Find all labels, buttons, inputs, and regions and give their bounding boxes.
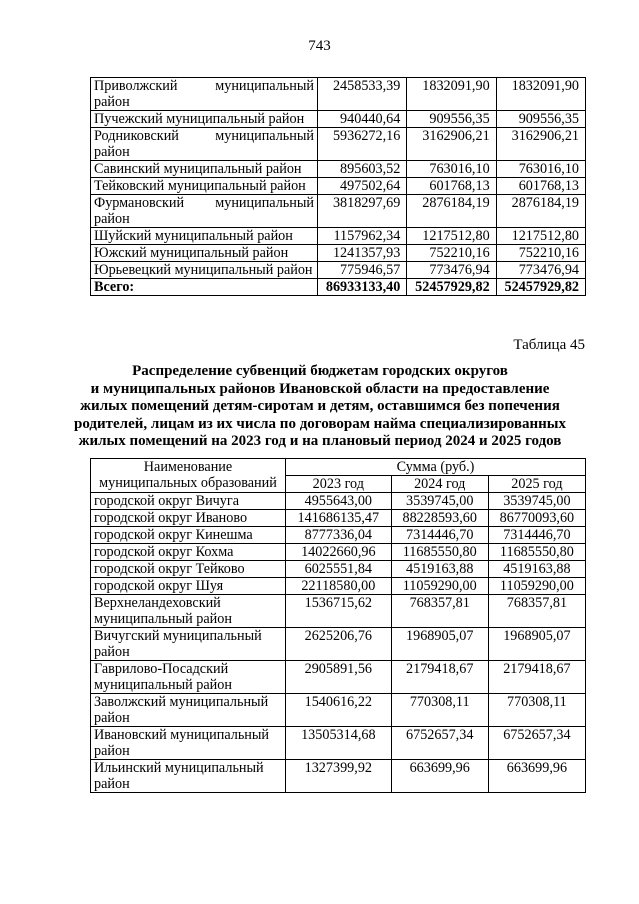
cell-2024: 752210,16	[407, 245, 496, 262]
cell-2025: 11685550,80	[488, 544, 585, 561]
cell-2023: 5936272,16	[318, 128, 407, 161]
cell-2025: 3539745,00	[488, 493, 585, 510]
cell-2023: 940440,64	[318, 111, 407, 128]
table-row	[91, 727, 586, 760]
heading-line: родителей, лицам из их числа по договорам найма специализированных	[74, 415, 566, 432]
column-header-2024: 2024 год	[391, 476, 488, 493]
table-row	[91, 279, 586, 296]
cell-2023: 86933133,40	[318, 279, 407, 296]
cell-name: городской округ Кохма	[91, 544, 286, 561]
cell-name: городской округ Вичуга	[91, 493, 286, 510]
cell-2025: 11059290,00	[488, 578, 585, 595]
cell-2024: 11685550,80	[391, 544, 488, 561]
cell-2025: 768357,81	[488, 595, 585, 628]
cell-2024: 3162906,21	[407, 128, 496, 161]
table-row	[91, 661, 586, 694]
cell-2024: 2179418,67	[391, 661, 488, 694]
cell-2023: 2905891,56	[286, 661, 392, 694]
cell-name: Тейковский муниципальный район	[91, 178, 318, 195]
cell-2024: 1832091,90	[407, 78, 496, 111]
cell-2024: 6752657,34	[391, 727, 488, 760]
cell-2024: 11059290,00	[391, 578, 488, 595]
cell-2024: 1217512,80	[407, 228, 496, 245]
cell-2025: 1968905,07	[488, 628, 585, 661]
cell-2023: 3818297,69	[318, 195, 407, 228]
table-row	[91, 111, 586, 128]
housing-subvention-table	[90, 458, 586, 793]
cell-2025: 6752657,34	[488, 727, 585, 760]
cell-name: Гаврилово-Посадский муниципальный район	[91, 661, 286, 694]
cell-2023: 13505314,68	[286, 727, 392, 760]
table-row	[91, 493, 586, 510]
cell-2023: 4955643,00	[286, 493, 392, 510]
cell-name: Шуйский муниципальный район	[91, 228, 318, 245]
cell-2024: 88228593,60	[391, 510, 488, 527]
table-row	[91, 195, 586, 228]
table-row	[91, 178, 586, 195]
cell-name: Вичугский муниципальный район	[91, 628, 286, 661]
cell-name: Приволжский муниципальный район	[91, 78, 318, 111]
table-row	[91, 161, 586, 178]
cell-2025: 2876184,19	[496, 195, 585, 228]
cell-name: Заволжский муниципальный район	[91, 694, 286, 727]
cell-2023: 8777336,04	[286, 527, 392, 544]
table-row	[91, 628, 586, 661]
cell-2024: 1968905,07	[391, 628, 488, 661]
cell-2023: 141686135,47	[286, 510, 392, 527]
cell-2024: 52457929,82	[407, 279, 496, 296]
table-row	[91, 262, 586, 279]
cell-2023: 895603,52	[318, 161, 407, 178]
cell-name: Фурмановский муниципальный район	[91, 195, 318, 228]
cell-name: Ивановский муниципальный район	[91, 727, 286, 760]
cell-2024: 4519163,88	[391, 561, 488, 578]
subvention-table-continued	[90, 77, 586, 296]
cell-2023: 497502,64	[318, 178, 407, 195]
cell-2023: 1327399,92	[286, 760, 392, 793]
cell-2025: 3162906,21	[496, 128, 585, 161]
table-row	[91, 78, 586, 111]
cell-2024: 2876184,19	[407, 195, 496, 228]
table-row	[91, 595, 586, 628]
table-row	[91, 228, 586, 245]
cell-2024: 768357,81	[391, 595, 488, 628]
cell-name: городской округ Иваново	[91, 510, 286, 527]
cell-2024: 663699,96	[391, 760, 488, 793]
cell-name: Савинский муниципальный район	[91, 161, 318, 178]
cell-2025: 773476,94	[496, 262, 585, 279]
cell-2025: 752210,16	[496, 245, 585, 262]
cell-name: Южский муниципальный район	[91, 245, 318, 262]
cell-2024: 773476,94	[407, 262, 496, 279]
cell-name: Ильинский муниципальный район	[91, 760, 286, 793]
cell-2024: 3539745,00	[391, 493, 488, 510]
heading-line: и муниципальных районов Ивановской области на предоставление	[90, 380, 550, 397]
cell-2025: 1217512,80	[496, 228, 585, 245]
cell-2025: 2179418,67	[488, 661, 585, 694]
table-row	[91, 245, 586, 262]
cell-2023: 6025551,84	[286, 561, 392, 578]
cell-2025: 770308,11	[488, 694, 585, 727]
page-number: 743	[308, 38, 331, 54]
cell-name: Родниковский муниципальный район	[91, 128, 318, 161]
column-header-sum: Сумма (руб.)	[286, 459, 586, 476]
cell-2023: 1540616,22	[286, 694, 392, 727]
cell-2023: 775946,57	[318, 262, 407, 279]
cell-2025: 86770093,60	[488, 510, 585, 527]
cell-name: городской округ Кинешма	[91, 527, 286, 544]
heading-line: жилых помещений на 2023 год и на плановый период 2024 и 2025 годов	[78, 433, 562, 449]
table-row	[91, 694, 586, 727]
cell-2024: 601768,13	[407, 178, 496, 195]
table-row	[91, 527, 586, 544]
cell-2023: 1241357,93	[318, 245, 407, 262]
cell-2025: 663699,96	[488, 760, 585, 793]
cell-name: Всего:	[91, 279, 318, 296]
table-row	[91, 544, 586, 561]
column-header-2023: 2023 год	[286, 476, 392, 493]
cell-2025: 7314446,70	[488, 527, 585, 544]
cell-2023: 1536715,62	[286, 595, 392, 628]
cell-name: Пучежский муниципальный район	[91, 111, 318, 128]
heading-line: жилых помещений детям-сиротам и детям, оставшимся без попечения	[80, 398, 560, 414]
cell-name: городской округ Шуя	[91, 578, 286, 595]
cell-2023: 14022660,96	[286, 544, 392, 561]
cell-2023: 2625206,76	[286, 628, 392, 661]
cell-2023: 1157962,34	[318, 228, 407, 245]
table-row	[91, 128, 586, 161]
cell-2025: 763016,10	[496, 161, 585, 178]
table-row	[91, 760, 586, 793]
table-label: Таблица 45	[513, 337, 585, 353]
cell-2024: 7314446,70	[391, 527, 488, 544]
column-header-name: Наименование муниципальных образований	[91, 459, 286, 493]
cell-name: городской округ Тейково	[91, 561, 286, 578]
cell-2025: 4519163,88	[488, 561, 585, 578]
cell-2023: 2458533,39	[318, 78, 407, 111]
cell-2024: 770308,11	[391, 694, 488, 727]
cell-2024: 763016,10	[407, 161, 496, 178]
heading-line: Распределение субвенций бюджетам городских округов	[132, 363, 508, 379]
table-row	[91, 578, 586, 595]
cell-2025: 601768,13	[496, 178, 585, 195]
cell-2025: 909556,35	[496, 111, 585, 128]
cell-2023: 22118580,00	[286, 578, 392, 595]
cell-2025: 1832091,90	[496, 78, 585, 111]
column-header-2025: 2025 год	[488, 476, 585, 493]
cell-2025: 52457929,82	[496, 279, 585, 296]
cell-name: Юрьевецкий муниципальный район	[91, 262, 318, 279]
table-row	[91, 561, 586, 578]
table-row	[91, 510, 586, 527]
cell-2024: 909556,35	[407, 111, 496, 128]
table-heading	[70, 363, 570, 451]
cell-name: Верхнеландеховский муниципальный район	[91, 595, 286, 628]
